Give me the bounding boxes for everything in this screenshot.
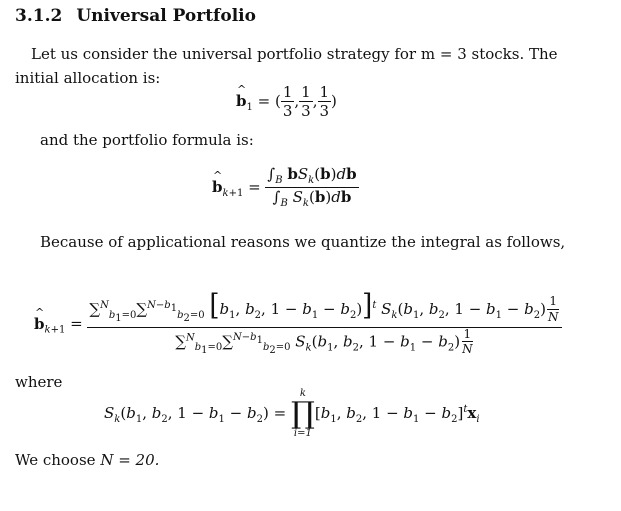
intro-paragraph-line1: Let us consider the universal portfolio strategy for m = 3 stocks. The: [31, 45, 558, 63]
section-title: Universal Portfolio: [76, 6, 256, 26]
sk-product-equation: $S_k(b_1$, $b_2$, $1 - b_1 - b_2$) = k ∏ i=1 [$b_1$, $b_2$, $1 - b_1 - b_2]^tx_i$: [104, 388, 480, 439]
choose-sentence: [15, 448, 159, 472]
section-number: 3.1.2: [15, 6, 63, 26]
quantize-intro: Because of applicational reasons we quantize the integral as follows,: [40, 233, 566, 251]
formula-intro: and the portfolio formula is:: [40, 131, 254, 149]
quantized-formula-equation: ^ $b_{k+1}$ = ∑$^N_{b_1=0}$∑$^{N-b_1}_{b_2=0}$ [$b_1$, $b_2$, $1 - b_1 - b_2)]^t$ $S_k(b_1$, $b_2$, $1 - b_1 - b_2$) $\frac{1}{N}$ ∑$^N_{b_1=0}$∑$^{N-b_1}_{b_2=0}$ $S_k(b_1$, $b_2$, $1 - b_1 - b_2$) $\frac{1}{N}$: [34, 292, 562, 357]
choose-prefix: We choose: [15, 451, 101, 469]
section-heading: [15, 6, 256, 26]
where-label: where: [15, 373, 63, 391]
choose-value: N = 20.: [100, 451, 160, 469]
intro-paragraph-line2: initial allocation is:: [15, 69, 161, 87]
initial-allocation-equation: ^ $b_1$ = ( $\frac{1}{3}$ , $\frac{1}{3}$ , $\frac{1}{3}$ ): [236, 84, 337, 120]
portfolio-formula-equation: ^ $b_{k+1}$ = $\frac{\int_B bS_k(b)db}{\int_B S_k(b)db}$: [212, 166, 359, 210]
